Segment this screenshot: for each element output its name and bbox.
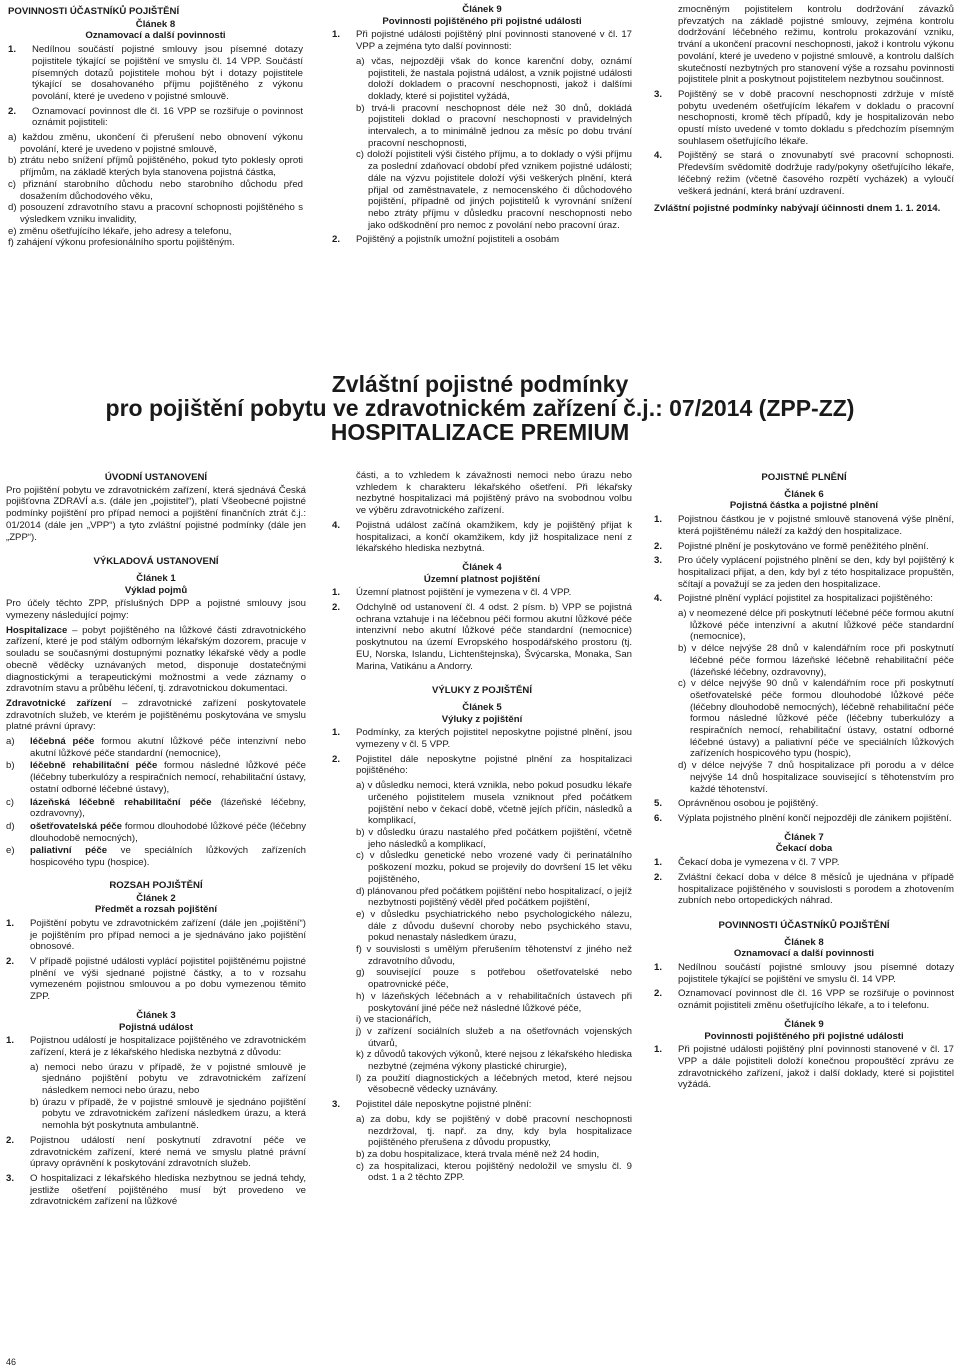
paragraph: 2. V případě pojistné události vyplácí pojistitel pojištěnému pojistné plnění ve výši sjednané pojistné částky, a to v rozsahu vymezeném pojistnou smlouvou a po dobu vymezenou těmito ZPP.	[6, 956, 306, 1003]
article-number: Článek 9	[784, 1018, 824, 1030]
paragraph: 1. Nedílnou součástí pojistné smlouvy jsou písemné dotazy pojistitele týkající se pojištění ve smyslu čl. 14 VPP. Součástí písemných dotazů pojistitele mohou být i dotazy pojistitele týkající se dosahovaného příjmu pojištěného z výkonu povolání, které je uvedeno v pojistné smlouvě.	[8, 44, 303, 102]
paragraph: 1. Při pojistné události pojištěný plní povinnosti stanovené v čl. 17 VPP a zejména tyto další povinnosti:	[332, 29, 632, 53]
definition: Hospitalizace – pobyt pojištěného na lůžkové části zdravotnického zařízení, které je pod stálým odborným lékařským dozorem, pracuje v souladu se současnými dostupnými poznatky lékařské vědy a podle obecně věděcky uznávaných metod, disponuje dostatečnými diagnostickými a terapeutickými možnostmi a vede záznamy o zdravotním stavu a průběhu léčení, tj. zdravotnickou dokumentaci.	[6, 624, 306, 695]
top-column-3	[654, 4, 954, 216]
list-item: b) úrazu v případě, že v pojistné smlouvě je sjednáno pojištění pobytu ve zdravotnickém zařízení následkem úrazu, a která nemohla být poskytnuta ambulantně.	[30, 1096, 306, 1132]
section-heading: ROZSAH POJIŠTĚNÍ	[109, 879, 203, 891]
article-number: Článek 4	[462, 561, 502, 573]
title-line-2: pro pojištění pobytu ve zdravotnickém zařízení č.j.: 07/2014 (ZPP-ZZ)	[105, 395, 855, 422]
paragraph: 1. Při pojistné události pojištěný plní povinnosti stanovené v čl. 17 VPP a dále pojistiteli doloží konečnou propouštěcí zprávu ze zdravotnického zařízení, jakož i další doklady, které si pojistitel vyžádá.	[654, 1044, 954, 1091]
paragraph: 1. Čekací doba je vymezena v čl. 7 VPP.	[654, 857, 840, 869]
top-column-2	[332, 4, 632, 249]
paragraph: 2. Pojistitel dále neposkytne pojistné plnění za hospitalizaci pojištěného:	[332, 753, 632, 777]
paragraph: 4. Pojistná událost začíná okamžikem, kdy je pojištěný přijat k hospitalizaci, a končí okamžikem, kdy již hospitalizace není z lékařského hlediska nezbytná.	[332, 519, 632, 555]
paragraph-continuation: zmocněným pojistitelem kontrolu dodržování závazků převzatých na základě pojistné smlouvy, zejména kontrolu dodržování léčebného režimu, kontrolu prokazování vzniku, trvání a ukončení pracovní neschopnosti, jakož i kontrolu výkonu povolání, které je uvedeno v pojistné smlouvě, a kontrolu dalších skutečností nezbytných pro stanovení výše a rozsahu povinnosti pojistitele plnit a poskytnout pojistitelem nezbytnou součinnost.	[678, 4, 954, 86]
sub-list	[654, 608, 954, 795]
list-item: b) v důsledku úrazu nastalého před počátkem pojištění, včetně jeho následků a komplikací,	[356, 826, 632, 850]
paragraph: 3. Pojištěný se v době pracovní neschopnosti zdržuje v místě pobytu uvedeném ošetřujícím lékařem v dokladu o pracovní neschopnosti, kromě těch případů, kdy je hospitalizován nebo opustí místo uvedené v tomto dokladu s předchozím písemným souhlasem ošetřujícího lékaře.	[654, 88, 954, 147]
list-item: e) v důsledku psychiatrického nebo psychologického nálezu, dále z důvodu duševní choroby nebo psychického stavu, pokud nenastaly následkem úrazu,	[356, 908, 632, 944]
article-title: Čekací doba	[775, 843, 833, 855]
title-line-1: Zvláštní pojistné podmínky	[331, 371, 629, 397]
list-item: c) v délce nejvýše 90 dnů v kalendářním roce při poskytnutí ošetřovatelské péče formou dlouhodobé lůžkové péče (léčebny dlouhodobě nemocných), léčebně rehabilitační péče formou následné lůžkové péče (léčebny tuberkulózy a respiračních nemocí, rehabilitační ústavy, ostatní odborné léčebné ústavy) a paliativní péče ve speciálních lůžkových zařízeních hospicového typu (hospic),	[678, 678, 954, 760]
list-item: b) trvá-li pracovní neschopnost déle než 30 dnů, dokládá pojistiteli doklad o pracovní neschopnosti v pravidelných intervalech, a to minimálně jednou za měsíc po dobu trvání pracovní neschopnosti,	[356, 102, 632, 149]
article-title: Povinnosti pojištěného při pojistné události	[382, 15, 582, 27]
list-item: b) ztrátu nebo snížení příjmů pojištěného, pokud tyto poklesly oproti příjmům, na základě kterých byla stanovena pojistná částka,	[8, 155, 303, 179]
list-item: c) v důsledku genetické nebo vrozené vady či perinatálního poškození mozku, pokud se projevily do dovršení 15 let věku pojištěného,	[356, 850, 632, 885]
article-title: Výklad pojmů	[124, 584, 188, 596]
paragraph: 3. Pojistitel dále neposkytne pojistné plnění:	[332, 1099, 532, 1111]
list-item: a) nemoci nebo úrazu v případě, že v pojistné smlouvě je sjednáno pojištění pobytu ve zdravotnickém zařízení následkem nemoci nebo úrazu, nebo	[30, 1061, 306, 1097]
article-title: Oznamovací a další povinnosti	[733, 948, 875, 960]
paragraph: 2. Pojistné plnění je poskytováno ve formě peněžitého plnění.	[654, 540, 929, 552]
article-number: Článek 7	[784, 831, 824, 843]
list-item: e) paliativní péče ve speciálních lůžkových zařízeních hospicového typu (hospice).	[6, 845, 306, 869]
list-item: d) ošetřovatelská péče formou dlouhodobé lůžkové péče (léčebny dlouhodobě nemocných),	[6, 820, 306, 844]
list-item: a) každou změnu, ukončení či přerušení nebo obnovení výkonu povolání, které je uvedeno v pojistné smlouvě,	[8, 132, 303, 155]
title-line-3: HOSPITALIZACE PREMIUM	[330, 419, 630, 446]
list-item: l) za použití diagnostických a léčebných metod, které nejsou věsobecně vědecky uznávány.	[356, 1072, 632, 1096]
paragraph: 1. Pojistnou částkou je v pojistné smlouvě stanovená výše plnění, která pojištěnému náleží za každý den hospitalizace.	[654, 514, 954, 537]
article-number: Článek 5	[462, 701, 502, 713]
paragraph: 1. Podmínky, za kterých pojistitel neposkytne pojistné plnění, jsou vymezeny v čl. 5 VPP.	[332, 727, 632, 751]
paragraph: 1. Pojištění pobytu ve zdravotnickém zařízení (dále jen „pojištění“) je pojištěním pro případ nemoci a je sjednáváno jako pojištění obnosové.	[6, 917, 306, 953]
article-number: Článek 6	[784, 488, 824, 500]
paragraph: Pro pojištění pobytu ve zdravotnickém zařízení, která sjednává Česká pojišťovna ZDRAVÍ a.s. (dále jen „pojistitel“), platí Všeobecné pojistné podmínky pojištění pro případ nemoci a pojištění finančních ztrát č.j.: 01/2014 (dále jen „VPP“) a tyto zvláštní pojistné podmínky (dále jen „ZPP“).	[6, 484, 306, 543]
article-title: Povinnosti pojištěného při pojistné události	[704, 1030, 904, 1042]
paragraph: 2. Zvláštní čekací doba v délce 8 měsíců je ujednána v případě hospitalizace pojištěného v souvislosti s porodem a zhotovením zubních nebo ortopedických náhrad.	[654, 871, 954, 907]
paragraph: 3. O hospitalizaci z lékařského hlediska nezbytnou se jedná tehdy, jestliže ošetření pojištěného musí být provedeno ve zdravotnickém zařízení na lůžkové	[6, 1172, 306, 1208]
article-title: Oznamovací a další povinnosti	[85, 30, 226, 42]
list-item: h) v lázeňských léčebnách a v rehabilitačních ústavech při poskytování jiné péče než následné lůžkové péče,	[356, 990, 632, 1014]
effective-date: Zvláštní pojistné podmínky nabývají účinnosti dnem 1. 1. 2014.	[654, 203, 941, 215]
document-title	[0, 372, 960, 444]
article-title: Územní platnost pojištění	[423, 573, 541, 585]
list-item: d) posouzení zdravotního stavu a pracovní schopnosti pojištěného s výsledkem vzniku invalidity,	[8, 202, 303, 225]
list-item: c) přiznání starobního důchodu nebo starobního důchodu před dosažením důchodového věku,	[8, 178, 303, 202]
list-item: k) z důvodů takových výkonů, které nejsou z lékařského hlediska nezbytné (zejména výkony plastické chirurgie),	[356, 1049, 632, 1073]
paragraph: 1. Nedílnou součástí pojistné smlouvy jsou písemné dotazy pojistitele týkající se pojištění ve smyslu čl. 14 VPP.	[654, 962, 954, 985]
list-item: j) v zařízení sociálních služeb a na ošetřovnách vojenských útvarů,	[356, 1025, 632, 1049]
sub-list	[332, 1114, 632, 1184]
article-number: Článek 9	[462, 4, 502, 15]
top-column-1	[8, 4, 303, 249]
section-heading: VÝKLADOVÁ USTANOVENÍ	[93, 556, 219, 568]
list-item: c) za hospitalizaci, kterou pojištěný nedoložil ve smyslu čl. 9 odst. 1 a 2 těchto ZPP.	[356, 1160, 632, 1184]
section-heading: POVINNOSTI ÚČASTNÍKŮ POJIŠTĚNÍ	[718, 919, 890, 931]
article-title: Předmět a rozsah pojištění	[94, 904, 218, 916]
section-heading: VÝLUKY Z POJIŠTĚNÍ	[431, 685, 533, 697]
paragraph: 3. Pro účely vyplácení pojistného plnění se den, kdy byl pojištěný k hospitalizaci přijat, a den, kdy byl z této hospitalizace propuštěn, sčítají a považují se za jeden den hospitalizace.	[654, 555, 954, 590]
list-item: d) v délce nejvýše 7 dnů hospitalizace při porodu a v délce nejvýše 14 dnů hospitalizace související s těhotenstvím pro každé těhotenství.	[678, 760, 954, 795]
list-item: c) lázeňská léčebně rehabilitační péče (lázeňské léčebny, ozdravovny),	[6, 796, 306, 820]
article-number: Článek 8	[135, 18, 176, 30]
sub-list	[332, 56, 632, 232]
paragraph: Pro účely těchto ZPP, příslušných DPP a pojistné smlouvy jsou vymezeny následující pojmy:	[6, 598, 306, 622]
list-item: f) v souvislosti s umělým přerušením těhotenství z jiného než zdravotního důvodu,	[356, 944, 632, 967]
list-item: a) v důsledku nemoci, která vznikla, nebo pokud posudku lékaře určeného pojistitelem musela vzniknout před počátkem pojištění nebo v čekací době, včetně jejích příčin, následků a komplikací,	[356, 780, 632, 827]
paragraph: 2. Odchylně od ustanovení čl. 4 odst. 2 písm. b) VPP se pojistná ochrana vztahuje i na léčebnou péči formou akutní lůžkové péče intenzivní nebo akutní lůžkové péče standardní (nemocnice) poskytnutou na území Evropského hospodářského prostoru (tj. EU, Norska, Islandu, Lichtenštejnska), Švýcarska, Monaka, San Marina, Vatikánu a Andorry.	[332, 602, 632, 672]
article-title: Výluky z pojištění	[441, 713, 523, 725]
definition: Zdravotnické zařízení – zdravotnické zařízení poskytovatele zdravotních služeb, ve kterém je pojištěnému poskytována ve smyslu platné právní úpravy:	[6, 697, 306, 733]
article-number: Článek 2	[136, 892, 176, 904]
list-item: a) za dobu, kdy se pojištěný v době pracovní neschopnosti nezdržoval, tj. např. za dny, kdy byla hospitalizace pojištěného přerušena z důvodu propustky,	[356, 1113, 632, 1149]
list-item: a) v neomezené délce při poskytnutí léčebné péče formou akutní lůžkové péče intenzivní a akutní lůžkové péče standardní (nemocnice),	[678, 608, 954, 643]
list-item: b) v délce nejvýše 28 dnů v kalendářním roce při poskytnutí léčebné péče formou lázeňské léčebně rehabilitační péče (lázeňské léčebny, ozdravovny),	[678, 643, 954, 678]
sub-list	[332, 780, 632, 1096]
article-number: Článek 8	[784, 936, 824, 948]
paragraph: 4. Pojistné plnění vyplácí pojistitel za hospitalizaci pojištěného:	[654, 593, 933, 605]
paragraph: 1. Pojistnou událostí je hospitalizace pojištěného ve zdravotnickém zařízení, která je z lékařského hlediska nezbytná z důvodu:	[6, 1035, 306, 1058]
list-item: b) léčebně rehabilitační péče formou následné lůžkové péče (léčebny tuberkulózy a respiračních nemocí, rehabilitační ústavy, ostatní odborné léčebné ústavy),	[6, 760, 306, 795]
paragraph: 2. Pojištěný a pojistník umožní pojistiteli a osobám	[332, 234, 560, 246]
list-item: b) za dobu hospitalizace, která trvala méně než 24 hodin,	[356, 1148, 600, 1160]
list-item: a) léčebná péče formou akutní lůžkové péče intenzivní nebo akutní lůžkové péče standardní (nemocnice),	[6, 736, 306, 759]
bottom-column-1	[6, 470, 306, 1211]
list-item: d) plánovanou před počátkem pojištění nebo hospitalizací, o jejíž nezbytnosti pojištěný věděl před počátkem pojištění,	[356, 885, 632, 909]
article-number: Článek 1	[136, 572, 176, 584]
list-item: f) zahájení výkonu profesionálního sportu pojištěným.	[8, 237, 235, 249]
paragraph: 2. Oznamovací povinnost dle čl. 16 VPP se rozšiřuje o povinnost oznámit pojistiteli změnu ošetřujícího lékaře, a to i telefonu.	[654, 988, 954, 1012]
list-item: e) změnu ošetřujícího lékaře, jeho adresy a telefonu,	[8, 225, 232, 237]
article-title: Pojistná událost	[118, 1021, 194, 1033]
sub-list	[6, 1062, 306, 1132]
list-item: a) včas, nejpozději však do konce karenční doby, oznámí pojistiteli, že nastala pojistná událost, a vznik pojistné události doloží dokladem o pracovní neschopnosti, jakož i dalšími doklady, které si pojistitel vyžádá,	[356, 55, 632, 102]
list-item: g) související pouze s potřebou ošetřovatelské nebo opatrovnické péče,	[356, 967, 632, 991]
section-heading: ÚVODNÍ USTANOVENÍ	[104, 472, 208, 483]
paragraph: 5. Oprávněnou osobou je pojištěný.	[654, 798, 819, 810]
paragraph: 2. Oznamovací povinnost dle čl. 16 VPP se rozšiřuje o povinnost oznámit pojistiteli:	[8, 105, 303, 129]
page-number: 46	[6, 1357, 17, 1367]
article-title: Pojistná částka a pojistné plnění	[729, 500, 879, 512]
bottom-column-3	[654, 470, 954, 1094]
paragraph: 6. Výplata pojistného plnění končí nejpozději dle zánikem pojištění.	[654, 812, 952, 824]
paragraph-continuation: části, a to vzhledem k závažnosti nemoci nebo úrazu nebo vzhledem k charakteru lékařského ošetření. Při lékařsky nezbytné hospitalizaci má pojištěný právo na svobodnou volbu ve výběru zdravotnického zařízení.	[356, 470, 632, 517]
paragraph: 1. Územní platnost pojištění je vymezena v čl. 4 VPP.	[332, 587, 572, 599]
section-heading: POVINNOSTI ÚČASTNÍKŮ POJIŠTĚNÍ	[8, 6, 180, 17]
paragraph: 4. Pojištěný se stará o znovunabytí své pracovní schopnosti. Především svědomitě dodržuje rady/pokyny ošetřujícího lékaře, léčebný režim (včetně časového rozpětí vycházek) a vyloučí veškerá jednání, která brání uzdravení.	[654, 150, 954, 197]
list-item: i) ve stacionářích,	[356, 1014, 432, 1026]
list-item: c) doloží pojistiteli výši čistého příjmu, a to doklady o výši příjmu za poslední zdaňovací období před vznikem pojistné události; dále na výzvu pojistitele doloží výši veškerých plnění, která přijal od zaměstnavatele, z nemocenského či důchodového pojištění, případně od jiných pojistitelů k vyrovnání snížení nebo ztráty příjmu v důsledku pracovní neschopnosti nebo jako odškodnění pro nemoc z povolání nebo pracovní úraz.	[356, 149, 632, 231]
article-number: Článek 3	[136, 1009, 176, 1021]
section-heading: POJISTNÉ PLNĚNÍ	[761, 472, 847, 483]
bottom-column-2	[332, 470, 632, 1184]
paragraph: 2. Pojistnou událostí není poskytnutí zdravotní péče ve zdravotnickém zařízení, které nemá ve smyslu platné právní úpravy oprávnění k poskytování zdravotních služeb.	[6, 1134, 306, 1170]
